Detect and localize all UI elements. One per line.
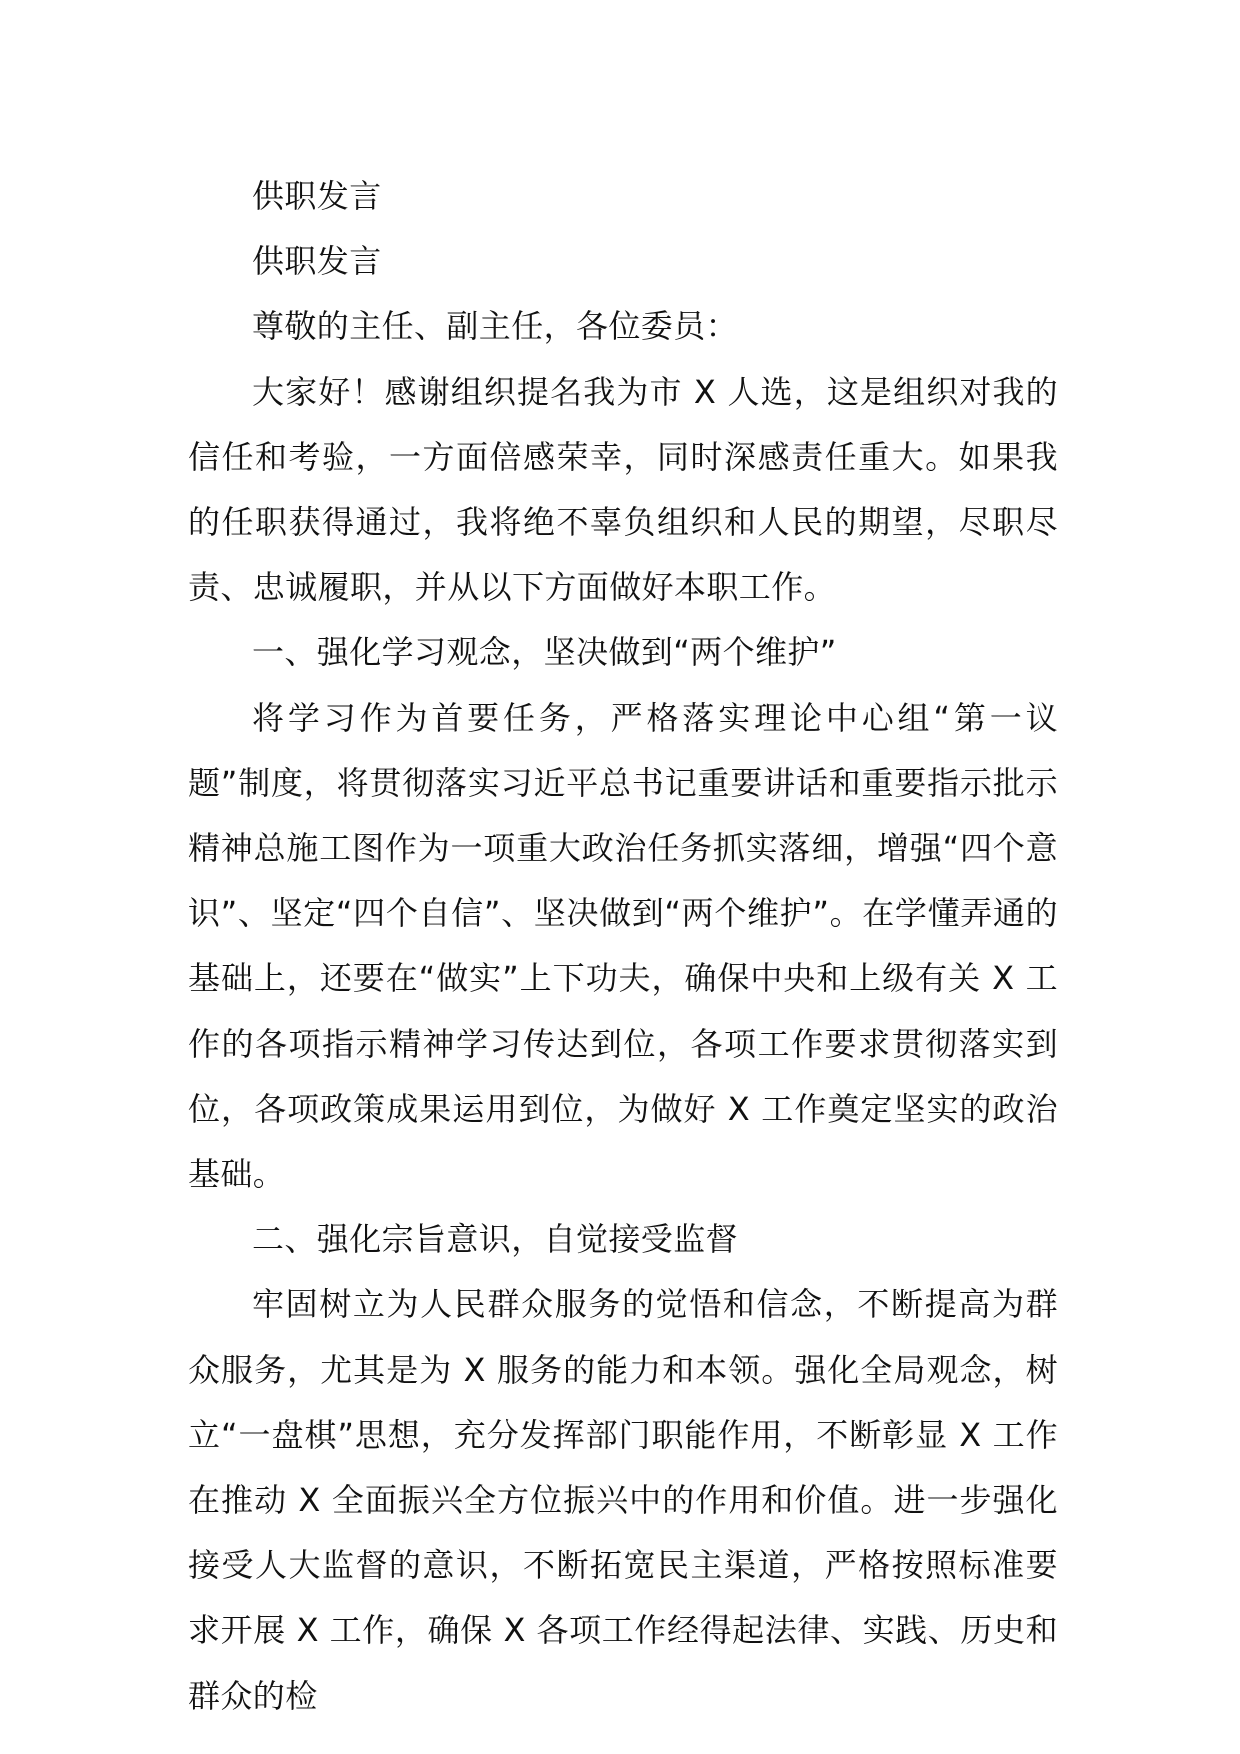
document-title: 供职发言 xyxy=(252,177,382,215)
paragraph-section-2: 牢固树立为人民群众服务的觉悟和信念，不断提高为群众服务，尤其是为 X 服务的能力和本领。强化全局观念，树立“一盘棋”思想，充分发挥部门职能作用，不断彰显 X 工作在推动 X 全面振兴全方位振兴中的作用和价值。进一步强化接受人大监督的意识，不断拓宽民主渠道，严格按照标准要求开展 X 工作，确保 X 各项工作经得起法律、实践、历史和群众的检 xyxy=(188,1285,1058,1715)
salutation: 尊敬的主任、副主任，各位委员： xyxy=(252,307,739,346)
paragraph-intro: 大家好！感谢组织提名我为市 X 人选，这是组织对我的信任和考验，一方面倍感荣幸，同时深感责任重大。如果我的任职获得通过，我将绝不辜负组织和人民的期望，尽职尽责、忠诚履职，并从以下方面做好本职工作。 xyxy=(188,372,1058,607)
document-subtitle: 供职发言 xyxy=(252,242,382,281)
section-heading-1: 一、强化学习观念，坚决做到“两个维护” xyxy=(252,633,837,672)
document-body xyxy=(188,164,1058,1729)
paragraph-section-1: 将学习作为首要任务，严格落实理论中心组“第一议题”制度，将贯彻落实习近平总书记重要讲话和重要指示批示精神总施工图作为一项重大政治任务抓实落细，增强“四个意识”、坚定“四个自信”、坚决做到“两个维护”。在学懂弄通的基础上，还要在“做实”上下功夫，确保中央和上级有关 X 工作的各项指示精神学习传达到位，各项工作要求贯彻落实到位，各项政策成果运用到位，为做好 X 工作奠定坚实的政治基础。 xyxy=(188,698,1058,1194)
section-heading-2: 二、强化宗旨意识，自觉接受监督 xyxy=(252,1220,739,1259)
